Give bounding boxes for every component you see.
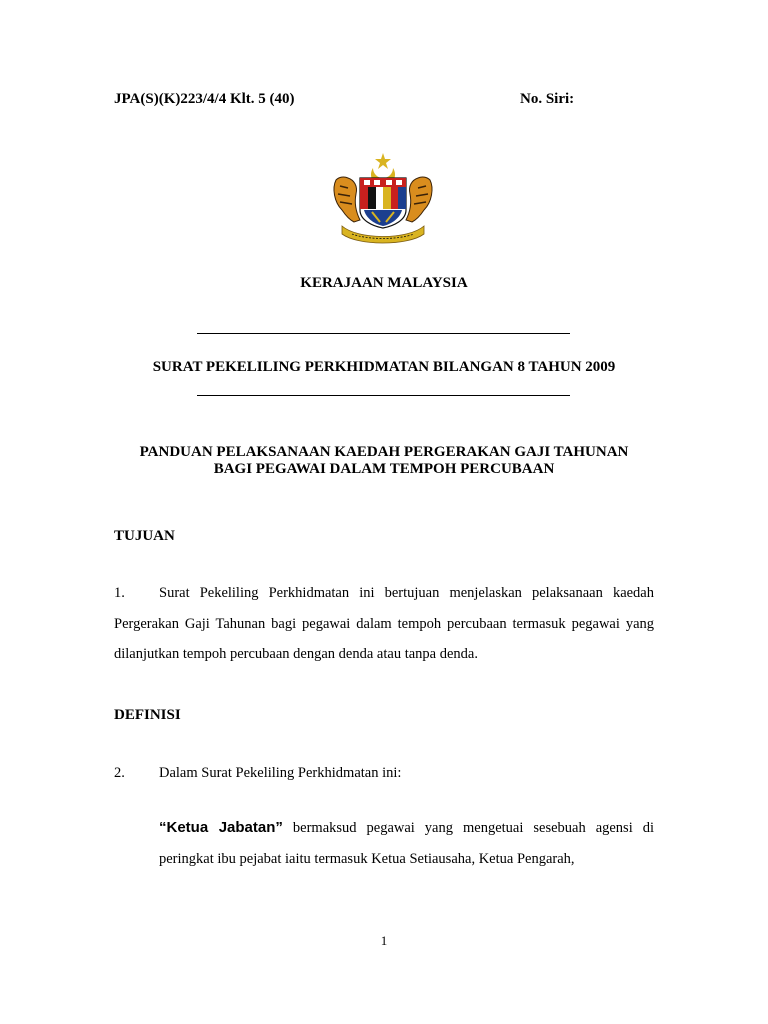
paragraph-text: Dalam Surat Pekeliling Perkhidmatan ini: — [159, 765, 402, 781]
section-heading-definisi: DEFINISI — [114, 707, 181, 723]
circular-title: SURAT PEKELILING PERKHIDMATAN BILANGAN 8 TAHUN 2009 — [152, 359, 616, 375]
paragraph-2 — [114, 758, 654, 789]
malaysia-coat-of-arms-icon — [328, 150, 438, 246]
title-rule-bottom — [197, 395, 570, 396]
subject-line-2: BAGI PEGAWAI DALAM TEMPOH PERCUBAAN — [213, 461, 555, 477]
serial-number-label: No. Siri: — [520, 91, 575, 107]
subject-line-1: PANDUAN PELAKSANAAN KAEDAH PERGERAKAN GAJI TAHUNAN — [139, 444, 629, 460]
government-title: KERAJAAN MALAYSIA — [300, 275, 468, 291]
reference-number: JPA(S)(K)223/4/4 Klt. 5 (40) — [114, 91, 295, 107]
definition-text: bermaksud pegawai yang mengetuai sesebuah agensi di peringkat ibu pejabat iaitu termasuk Ketua Setiausaha, Ketua Pengarah, — [159, 820, 654, 867]
definition-term: “Ketua Jabatan” — [159, 819, 283, 836]
page-number: 1 — [380, 933, 388, 948]
paragraph-number: 2. — [114, 765, 125, 781]
definition-ketua-jabatan — [159, 813, 654, 874]
title-rule-top — [197, 333, 570, 334]
paragraph-1 — [114, 578, 654, 670]
section-heading-tujuan: TUJUAN — [114, 528, 175, 544]
subject-title — [114, 444, 654, 478]
paragraph-number: 1. — [114, 585, 125, 601]
paragraph-text: Surat Pekeliling Perkhidmatan ini bertujuan menjelaskan pelaksanaan kaedah Pergerakan Gaji Tahunan bagi pegawai dalam tempoh percubaan termasuk pegawai yang dilanjutkan tempoh percubaan dengan denda atau tanpa denda. — [114, 585, 654, 662]
